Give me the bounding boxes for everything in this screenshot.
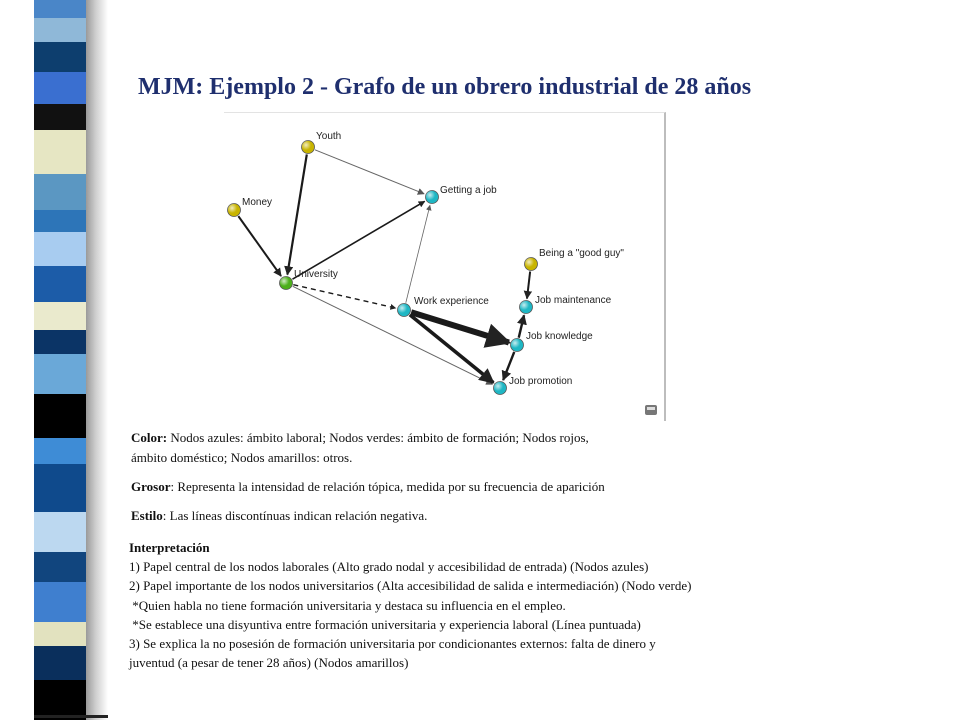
edge-youth-to-getting_job <box>315 150 424 194</box>
stripe <box>34 174 86 210</box>
node-shine <box>280 277 293 290</box>
edge-work_experience-to-getting_job <box>406 205 430 302</box>
legend-color-label: Color: <box>131 430 168 445</box>
decorative-stripe-band <box>34 0 86 720</box>
legend-color-text-2: ámbito doméstico; Nodos amarillos: otros. <box>131 450 353 465</box>
stripe <box>34 330 86 354</box>
stripe <box>34 266 86 302</box>
edge-youth-to-university <box>287 154 306 274</box>
stripe <box>34 210 86 232</box>
stripe <box>34 646 86 680</box>
node-good-guy <box>525 248 625 271</box>
node-job-maintenance <box>520 295 612 314</box>
corner-logo-icon <box>645 405 657 415</box>
legend-grosor-text: : Representa la intensidad de relación tópica, medida por su frecuencia de aparición <box>170 479 605 494</box>
node-shine <box>302 141 315 154</box>
legend-grosor <box>131 477 771 497</box>
stripe-shadow <box>86 0 108 720</box>
stripe <box>34 552 86 582</box>
stripe <box>34 302 86 330</box>
node-shine <box>426 191 439 204</box>
stripe <box>34 104 86 130</box>
interpretation-line: *Se establece una disyuntiva entre formación universitaria y experiencia laboral (Línea puntuada) <box>129 616 641 632</box>
stripe <box>34 18 86 42</box>
interpretation-line: 2) Papel importante de los nodos universitarios (Alta accesibilidad de salida e intermediación) (Nodo verde) <box>129 578 692 594</box>
node-getting-job <box>426 185 498 204</box>
node-youth <box>302 131 342 154</box>
stripe <box>34 130 86 174</box>
graph-figure <box>224 112 666 421</box>
stripe <box>34 232 86 266</box>
interpretation-line: juventud (a pesar de tener 28 años) (Nodos amarillos) <box>129 655 409 671</box>
legend-color <box>131 428 771 468</box>
interpretation-heading: Interpretación <box>129 540 210 555</box>
stripe <box>34 464 86 512</box>
interpretation-block <box>129 538 849 672</box>
node-label: Money <box>242 197 273 208</box>
node-shine <box>228 204 241 217</box>
graph-diagram <box>224 113 664 421</box>
stripe <box>34 394 86 438</box>
edge-university-to-work_experience <box>293 285 395 308</box>
node-label: University <box>294 269 338 280</box>
node-label: Job maintenance <box>535 295 612 306</box>
stripe <box>34 680 86 720</box>
legend-estilo-label: Estilo <box>131 508 163 523</box>
stripe <box>34 622 86 646</box>
stripe-underline <box>34 715 108 718</box>
stripe <box>34 512 86 552</box>
node-job-knowledge <box>511 331 594 352</box>
node-label: Getting a job <box>440 185 497 196</box>
node-shine <box>520 301 533 314</box>
node-layer <box>228 131 625 395</box>
interpretation-line: 1) Papel central de los nodos laborales (Alto grado nodal y accesibilidad de entrada) (Nodos azules) <box>129 559 649 575</box>
legend-estilo <box>131 506 771 526</box>
node-job-promotion <box>494 376 573 395</box>
interpretation-line: 3) Se explica la no posesión de formación universitaria por condicionantes externos: falta de dinero y <box>129 636 656 652</box>
stripe <box>34 72 86 104</box>
interpretation-line: *Quien habla no tiene formación universitaria y destaca su influencia en el empleo. <box>129 597 566 613</box>
node-label: Being a "good guy" <box>539 248 624 259</box>
edge-good_guy-to-job_maintenance <box>527 271 530 298</box>
legend-grosor-label: Grosor <box>131 479 171 494</box>
edge-university-to-getting_job <box>292 201 424 279</box>
edge-money-to-university <box>238 216 281 276</box>
node-label: Work experience <box>414 296 489 307</box>
node-shine <box>494 382 507 395</box>
slide-title: MJM: Ejemplo 2 - Grafo de un obrero industrial de 28 años <box>138 74 752 100</box>
stripe <box>34 0 86 18</box>
stripe <box>34 354 86 394</box>
node-label: Job knowledge <box>526 331 593 342</box>
node-shine <box>398 304 411 317</box>
edge-job_knowledge-to-job_maintenance <box>519 315 524 337</box>
legend-estilo-text: : Las líneas discontínuas indican relación negativa. <box>162 508 428 523</box>
node-shine <box>511 339 524 352</box>
node-shine <box>525 258 538 271</box>
stripe <box>34 582 86 622</box>
legend-color-text-1: Nodos azules: ámbito laboral; Nodos verdes: ámbito de formación; Nodos rojos, <box>167 430 589 445</box>
node-money <box>228 197 273 217</box>
node-label: Youth <box>316 131 342 142</box>
stripe <box>34 42 86 72</box>
node-label: Job promotion <box>509 376 573 387</box>
stripe <box>34 438 86 464</box>
